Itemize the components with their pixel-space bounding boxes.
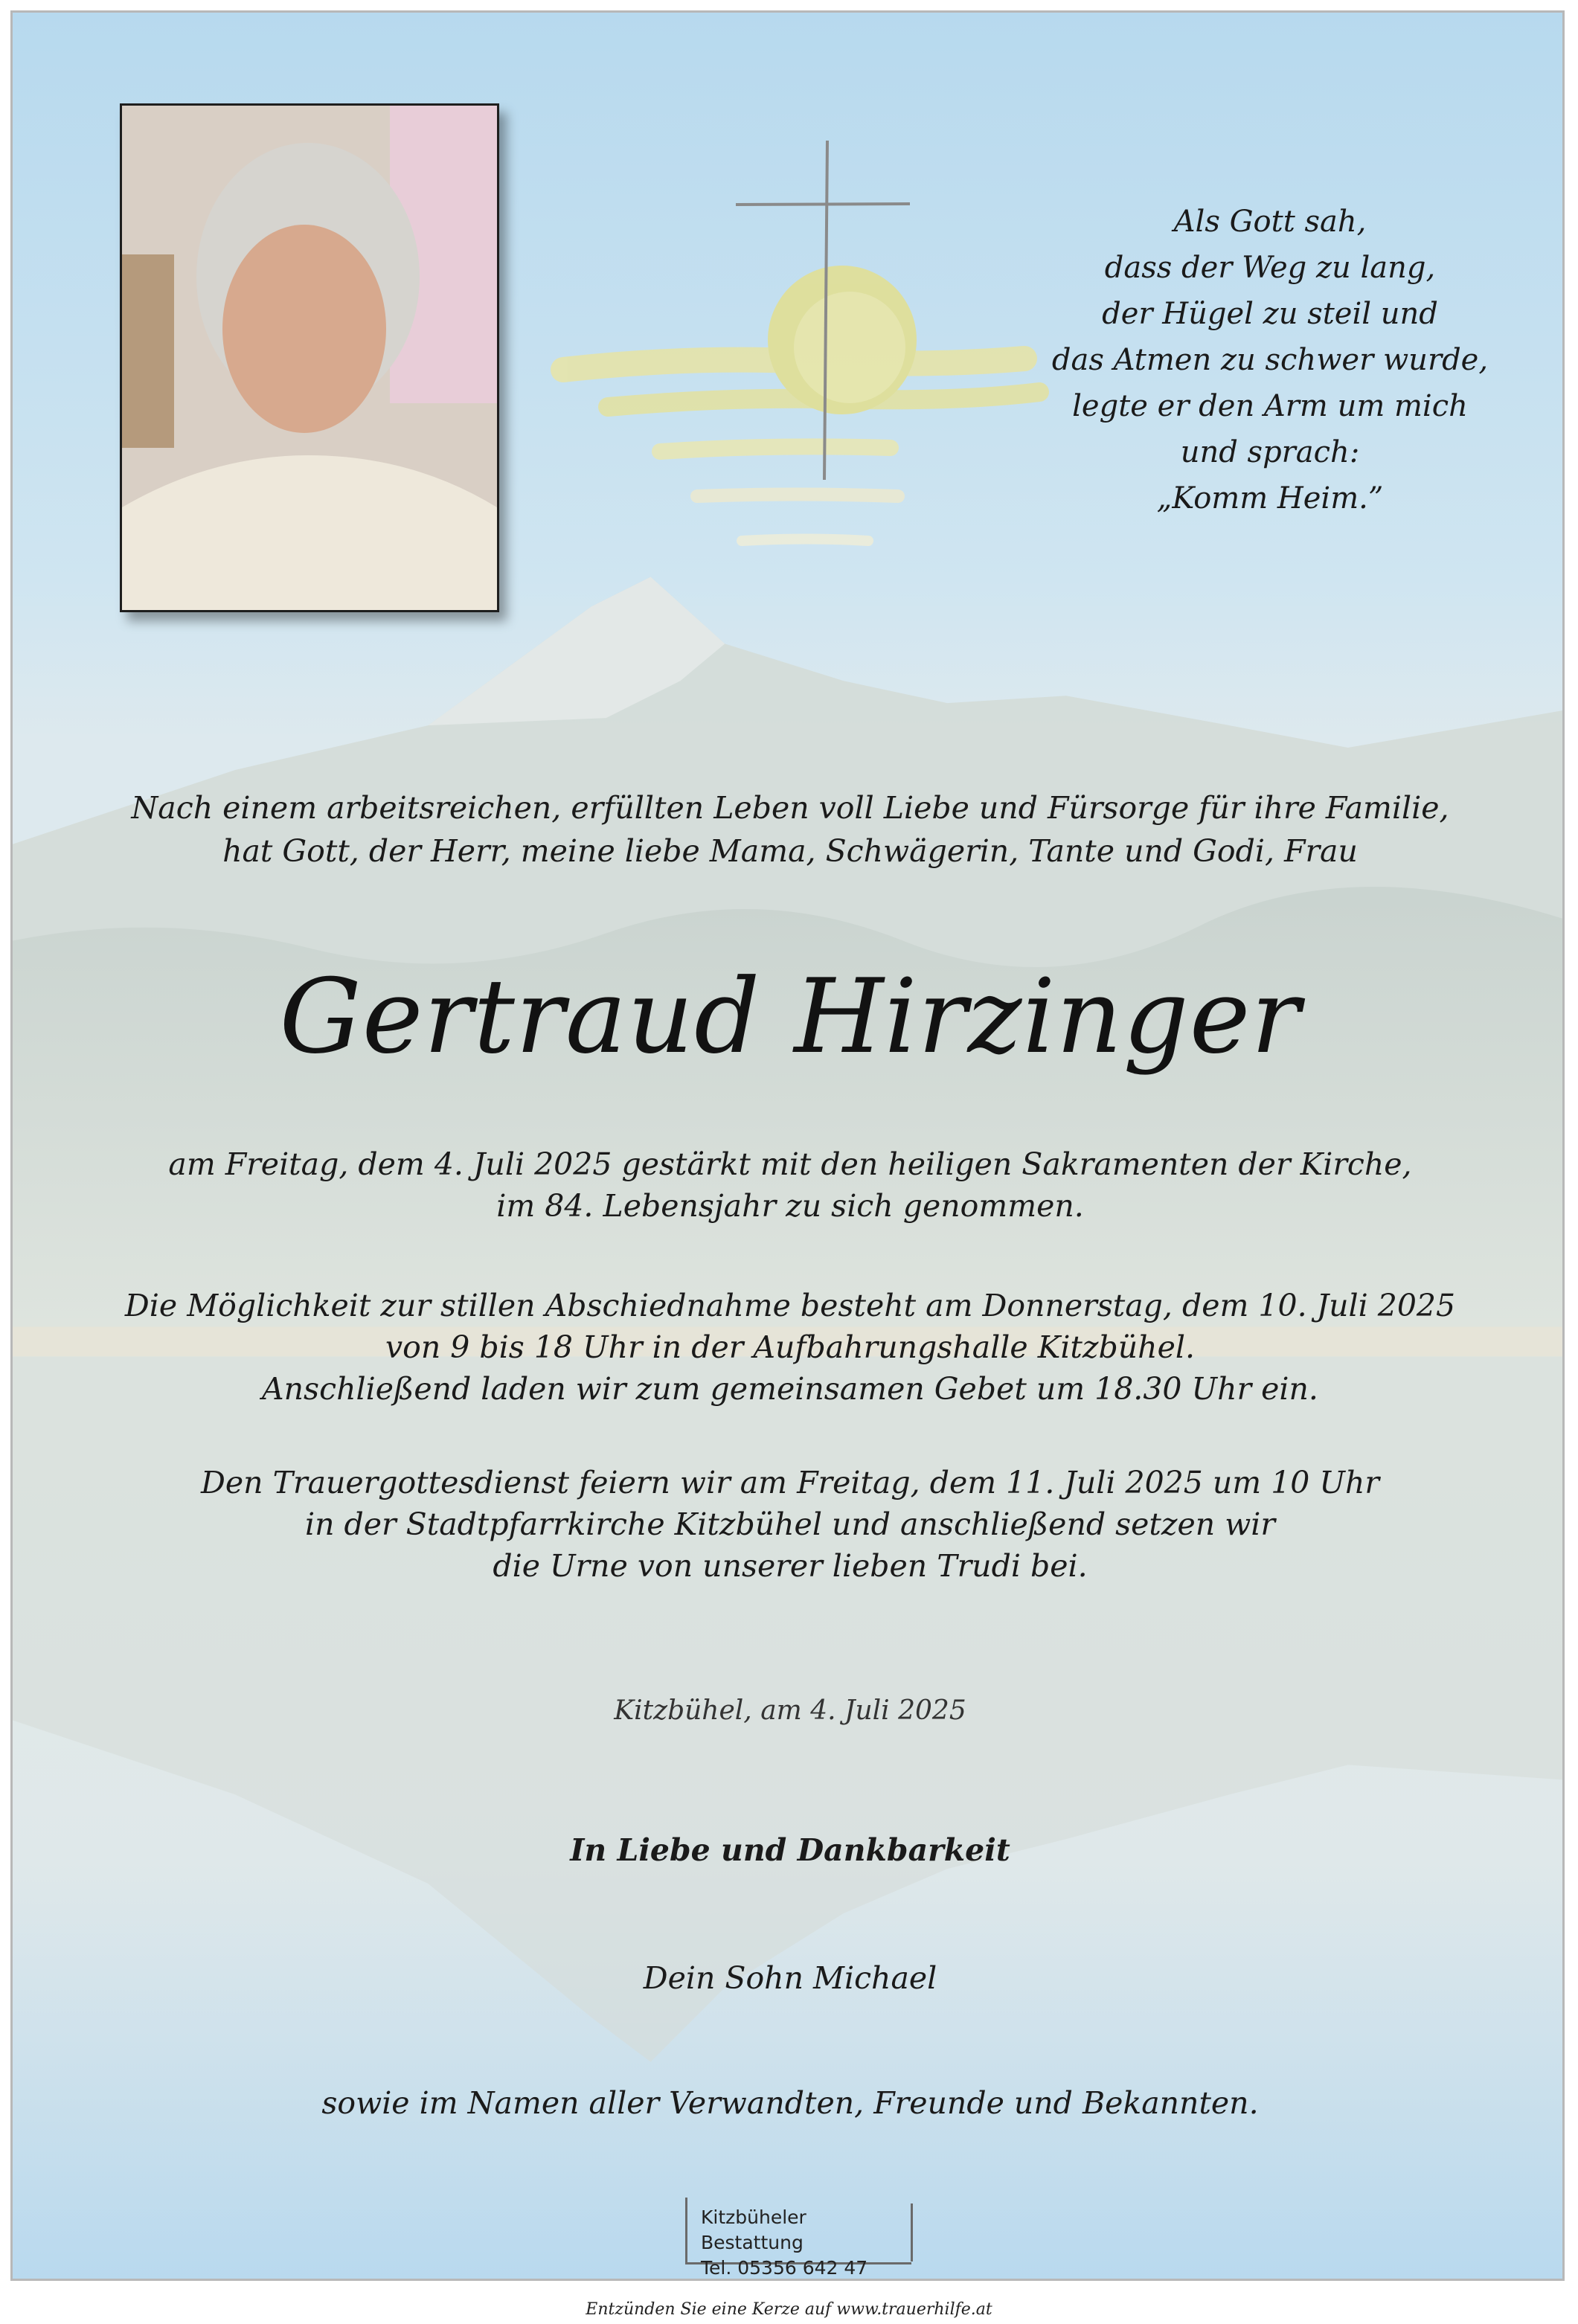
portrait-photo	[120, 103, 499, 612]
paragraph-line: in der Stadtpfarrkirche Kitzbühel und anschließend setzen wir	[304, 1506, 1276, 1542]
poem-line: und sprach:	[1180, 435, 1360, 469]
intro-text	[57, 786, 1523, 873]
viewing-paragraph	[57, 1285, 1523, 1410]
poem-line: legte er den Arm um mich	[1072, 389, 1468, 423]
paragraph-line: am Freitag, dem 4. Juli 2025 gestärkt mit den heiligen Sakramenten der Kirche,	[168, 1146, 1412, 1182]
poem-line: Als Gott sah,	[1173, 205, 1367, 239]
place-date: Kitzbühel, am 4. Juli 2025	[614, 1695, 966, 1726]
paragraph-line: im 84. Lebensjahr zu sich genommen.	[496, 1188, 1084, 1224]
poem-line: „Komm Heim.”	[1156, 481, 1384, 516]
poem	[1039, 199, 1501, 521]
obituary-card	[10, 10, 1565, 2281]
poem-line: dass der Weg zu lang,	[1104, 251, 1436, 285]
funeral-service-paragraph	[57, 1462, 1523, 1587]
intro-line: hat Gott, der Herr, meine liebe Mama, Schwägerin, Tante und Godi, Frau	[222, 833, 1358, 869]
undertaker-name: Kitzbüheler Bestattung	[701, 2206, 806, 2253]
thanks-line: In Liebe und Dankbarkeit	[570, 1832, 1010, 1868]
son-signature: Dein Sohn Michael	[643, 1960, 937, 1996]
poem-line: das Atmen zu schwer wurde,	[1051, 343, 1489, 377]
portrait-image	[122, 106, 497, 610]
undertaker-stamp	[685, 2198, 911, 2279]
undertaker-phone: Tel. 05356 642 47	[701, 2257, 868, 2279]
paragraph-line: die Urne von unserer lieben Trudi bei.	[493, 1548, 1088, 1584]
intro-line: Nach einem arbeitsreichen, erfüllten Leben voll Liebe und Fürsorge für ihre Familie,	[131, 790, 1449, 826]
death-notice-paragraph	[57, 1143, 1523, 1227]
paragraph-line: Anschließend laden wir zum gemeinsamen Gebet um 18.30 Uhr ein.	[262, 1371, 1318, 1407]
paragraph-line: Den Trauergottesdienst feiern wir am Freitag, dem 11. Juli 2025 um 10 Uhr	[201, 1465, 1379, 1500]
stamp-border	[911, 2203, 913, 2262]
cross-sun-icon	[548, 124, 1069, 600]
poem-line: der Hügel zu steil und	[1102, 297, 1438, 331]
footer-link-text: Entzünden Sie eine Kerze auf www.trauerhilfe.at	[586, 2300, 992, 2319]
paragraph-line: Die Möglichkeit zur stillen Abschiednahme besteht am Donnerstag, dem 10. Juli 2025	[124, 1288, 1456, 1323]
paragraph-line: von 9 bis 18 Uhr in der Aufbahrungshalle Kitzbühel.	[385, 1329, 1195, 1365]
relatives-line: sowie im Namen aller Verwandten, Freunde und Bekannten.	[321, 2085, 1259, 2121]
deceased-name: Gertraud Hirzinger	[279, 957, 1301, 1076]
